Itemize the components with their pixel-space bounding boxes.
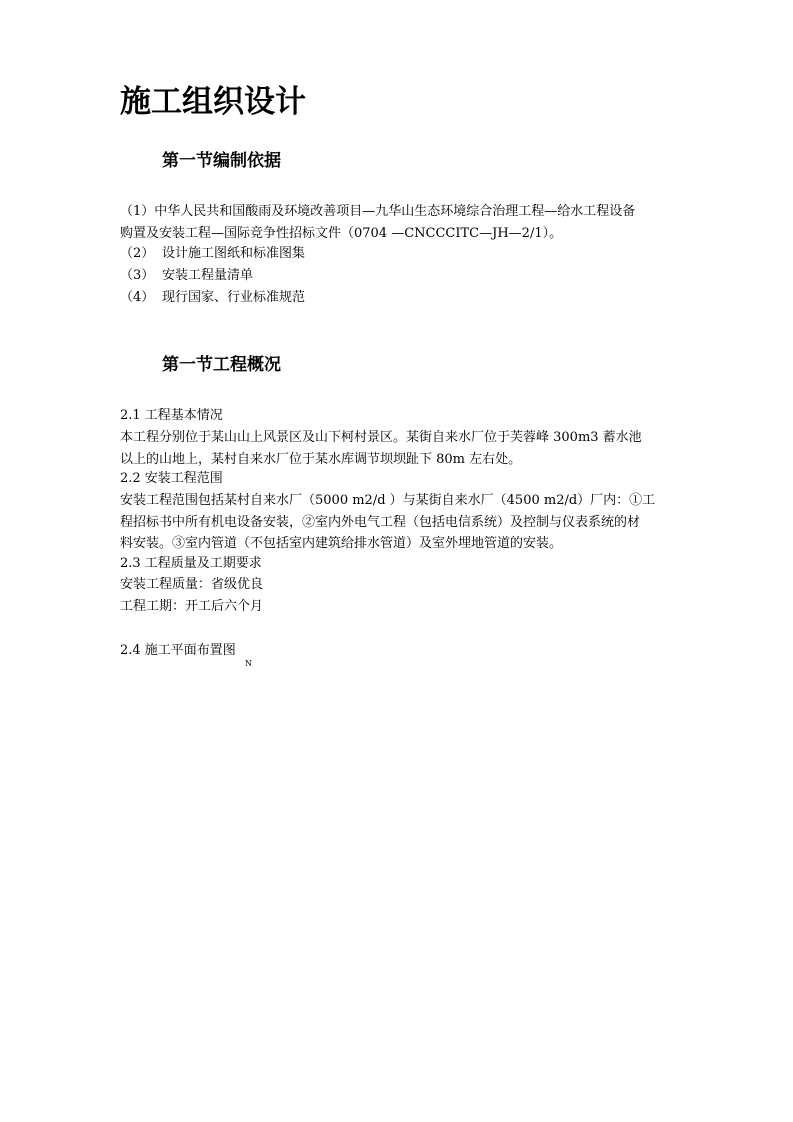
basis-item-2-text: 设计施工图纸和标准图集 [162,246,306,261]
subsection-2-2-line3: 料安装。③室内管道（不包括室内建筑给排水管道）及室外埋地管道的安装。 [120,536,563,551]
basis-item-3-text: 安装工程量清单 [162,268,254,283]
basis-item-2 [120,243,305,265]
document-title: 施工组织设计 [120,84,306,120]
subsection-2-1-line2: 以上的山地上，某村自来水厂位于某水库调节坝坝趾下 80m 左右处。 [120,452,522,467]
subsection-2-2-heading: 2.2 安装工程范围 [120,471,223,486]
section1-heading: 第一节编制依据 [162,151,281,171]
subsection-2-1-heading: 2.1 工程基本情况 [120,408,223,423]
basis-item-1-line1: （1）中华人民共和国酸雨及环境改善项目—九华山生态环境综合治理工程—给水工程设备 [120,204,636,219]
basis-item-4 [120,287,305,309]
subsection-2-2-line2: 程招标书中所有机电设备安装，②室内外电气工程（包括电信系统）及控制与仪表系统的材 [120,515,641,530]
basis-item-4-number: （4） [120,290,155,305]
basis-item-2-number: （2） [120,246,155,261]
basis-item-4-text: 现行国家、行业标准规范 [162,290,306,305]
basis-item-3-number: （3） [120,268,155,283]
subsection-2-1-line1: 本工程分别位于某山山上风景区及山下柯村景区。某街自来水厂位于芙蓉峰 300m3 蓄水池 [120,430,642,445]
subsection-2-2-line1: 安装工程范围包括某村自来水厂（5000 m2/d ）与某街自来水厂（4500 m2/d）厂内：①工 [120,493,656,508]
quality-requirement: 安装工程质量：省级优良 [120,577,264,592]
basis-item-3 [120,265,253,287]
section2-heading: 第一节工程概况 [162,355,281,375]
north-arrow-label: N [245,659,252,668]
construction-period: 工程工期：开工后六个月 [120,599,264,614]
subsection-2-3-heading: 2.3 工程质量及工期要求 [120,556,262,571]
basis-item-1-line2: 购置及安装工程—国际竞争性招标文件（0704 —CNCCCITC—JH—2/1）。 [120,226,563,241]
subsection-2-4-heading: 2.4 施工平面布置图 [120,643,236,658]
